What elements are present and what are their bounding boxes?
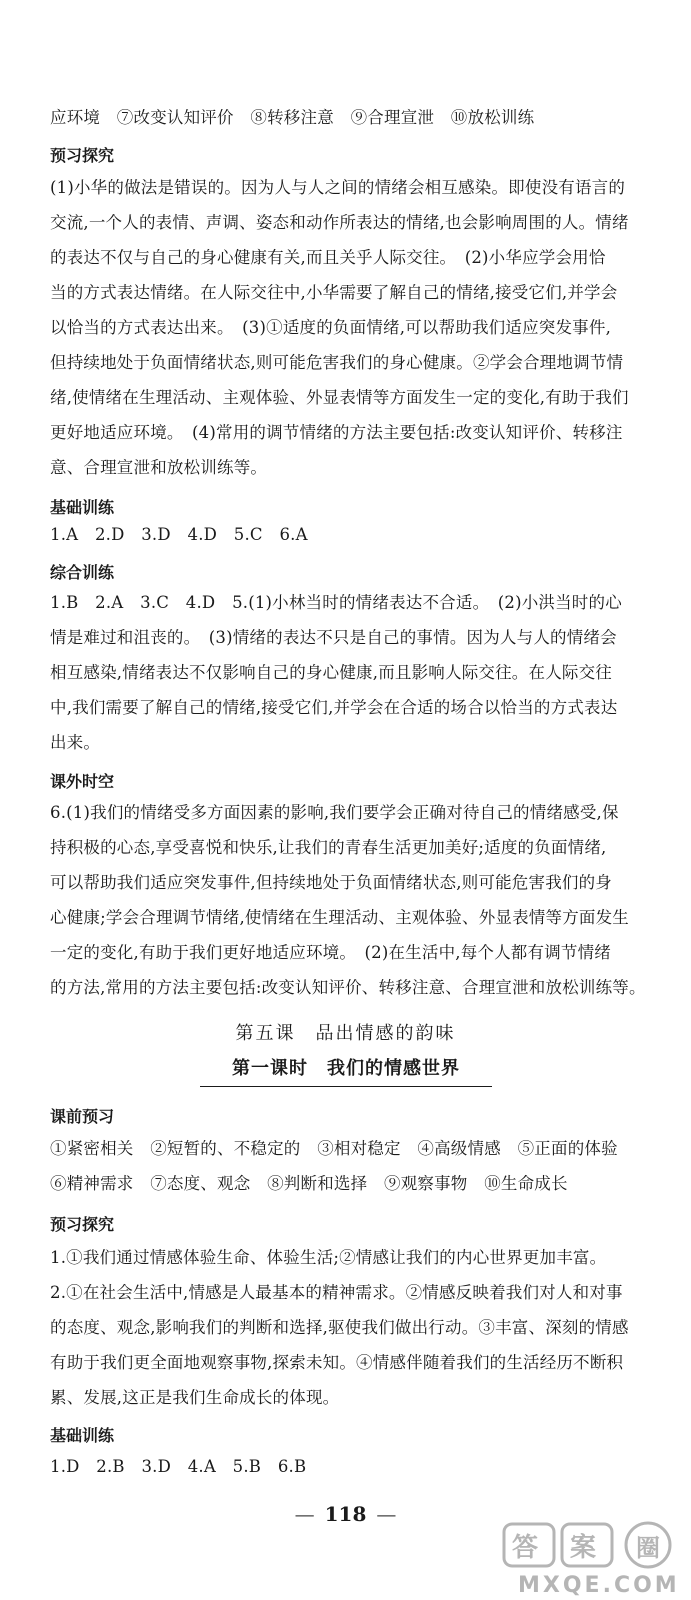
text-line: 有助于我们更全面地观察事物,探索未知。④情感伴随着我们的生活经历不断积 [50,1353,624,1372]
section-heading: 课外时空 [50,772,115,791]
text-line: 持积极的心态,享受喜悦和快乐,让我们的青春生活更加美好;适度的负面情绪, [50,838,607,857]
svg-text:MXQE.COM: MXQE.COM [518,1573,680,1598]
section-heading: 课前预习 [50,1107,115,1126]
text-line: 交流,一个人的表情、声调、姿态和动作所表达的情绪,也会影响周围的人。情绪 [50,213,629,232]
page-number-value: 118 [324,1502,367,1526]
text-line: 的方法,常用的方法主要包括:改变认知评价、转移注意、合理宣泄和放松训练等。 [50,978,646,997]
text-line: ①紧密相关 ②短暂的、不稳定的 ③相对稳定 ④高级情感 ⑤正面的体验 [50,1139,618,1158]
text-line: 1.①我们通过情感体验生命、体验生活;②情感让我们的内心世界更加丰富。 [50,1248,607,1267]
svg-text:圈: 圈 [636,1534,660,1562]
text-line: 出来。 [50,733,101,752]
svg-text:答: 答 [512,1533,539,1563]
period-title: 第一课时 我们的情感世界 [200,1056,492,1087]
text-line: 相互感染,情绪表达不仅影响自己的身心健康,而且影响人际交往。在人际交往 [50,663,612,682]
section-heading: 基础训练 [50,1426,115,1445]
lesson-title: 第五课 品出情感的韵味 [235,1023,456,1044]
text-line: 更好地适应环境。 (4)常用的调节情绪的方法主要包括:改变认知评价、转移注 [50,423,623,442]
text-line: 意、合理宣泄和放松训练等。 [50,458,268,477]
text-line: 的态度、观念,影响我们的判断和选择,驱使我们做出行动。③丰富、深刻的情感 [50,1318,629,1337]
text-line: (1)小华的做法是错误的。因为人与人之间的情绪会相互感染。即使没有语言的 [50,178,626,197]
text-line: 1.D 2.B 3.D 4.A 5.B 6.B [50,1457,307,1476]
text-line: 累、发展,这正是我们生命成长的体现。 [50,1388,340,1407]
section-heading: 预习探究 [50,146,115,165]
text-line: 可以帮助我们适应突发事件,但持续地处于负面情绪状态,则可能危害我们的身 [50,873,612,892]
text-line: 情是难过和沮丧的。 (3)情绪的表达不只是自己的事情。因为人与人的情绪会 [50,628,617,647]
text-line: ⑥精神需求 ⑦态度、观念 ⑧判断和选择 ⑨观察事物 ⑩生命成长 [50,1174,568,1193]
text-line: 6.(1)我们的情绪受多方面因素的影响,我们要学会正确对待自己的情绪感受,保 [50,803,619,822]
watermark-logo [498,1518,688,1598]
section-heading: 综合训练 [50,563,115,582]
text-line: 应环境 ⑦改变认知评价 ⑧转移注意 ⑨合理宣泄 ⑩放松训练 [50,108,535,127]
svg-text:案: 案 [570,1533,597,1563]
section-heading: 基础训练 [50,498,115,517]
text-line: 中,我们需要了解自己的情绪,接受它们,并学会在合适的场合以恰当的方式表达 [50,698,618,717]
text-line: 以恰当的方式表达出来。 (3)①适度的负面情绪,可以帮助我们适应突发事件, [50,318,612,337]
page-dash-left: — [294,1502,315,1526]
text-line: 一定的变化,有助于我们更好地适应环境。 (2)在生活中,每个人都有调节情绪 [50,943,612,962]
text-line: 1.B 2.A 3.C 4.D 5.(1)小林当时的情绪表达不合适。 (2)小洪当时的心 [50,593,622,612]
text-line: 的表达不仅与自己的身心健康有关,而且关乎人际交往。 (2)小华应学会用恰 [50,248,606,267]
text-line: 但持续地处于负面情绪状态,则可能危害我们的身心健康。②学会合理地调节情 [50,353,624,372]
text-line: 当的方式表达情绪。在人际交往中,小华需要了解自己的情绪,接受它们,并学会 [50,283,618,302]
text-line: 1.A 2.D 3.D 4.D 5.C 6.A [50,525,308,544]
text-line: 2.①在社会生活中,情感是人最基本的精神需求。②情感反映着我们对人和对事 [50,1283,623,1302]
text-line: 心健康;学会合理调节情绪,使情绪在生理活动、主观体验、外显表情等方面发生 [50,908,630,927]
section-heading: 预习探究 [50,1215,115,1234]
text-line: 绪,使情绪在生理活动、主观体验、外显表情等方面发生一定的变化,有助于我们 [50,388,629,407]
page-dash-right: — [376,1502,397,1526]
